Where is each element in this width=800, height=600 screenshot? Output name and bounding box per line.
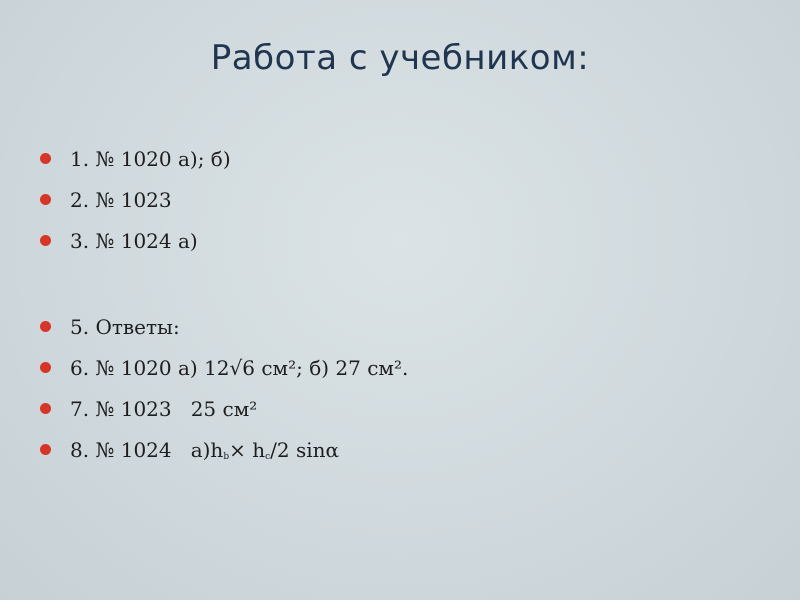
list-item-text: 3. № 1024 а) (70, 228, 198, 253)
bullet-icon (40, 362, 51, 373)
bullet-icon (40, 403, 51, 414)
list-item-text: 1. № 1020 а); б) (70, 146, 231, 171)
bullet-icon (40, 153, 51, 164)
list-item (40, 138, 760, 179)
list-item (40, 388, 760, 429)
formula-prefix: 8. № 1024 а)h (70, 437, 224, 462)
slide-title: Работа с учебником: (210, 38, 590, 78)
list-item (40, 220, 760, 261)
list-item (40, 179, 760, 220)
list-item (40, 429, 760, 470)
bullet-icon (40, 194, 51, 205)
formula-subscript-b: b (223, 451, 230, 462)
bullet-icon (40, 444, 51, 455)
list-item-text: 7. № 1023 25 см² (70, 396, 258, 421)
list-item (40, 306, 760, 347)
formula-subscript-c: c (265, 451, 271, 462)
formula-middle: × h (229, 437, 266, 462)
task-list (40, 138, 760, 470)
answers-heading: 5. Ответы: (70, 314, 180, 339)
list-item-text: 6. № 1020 а) 12√6 см²; б) 27 см². (70, 355, 409, 380)
formula-suffix: /2 sinα (270, 437, 339, 462)
list-item-text: 2. № 1023 (70, 187, 172, 212)
bullet-icon (40, 235, 51, 246)
formula-text (70, 438, 339, 462)
bullet-icon (40, 321, 51, 332)
list-item (40, 347, 760, 388)
